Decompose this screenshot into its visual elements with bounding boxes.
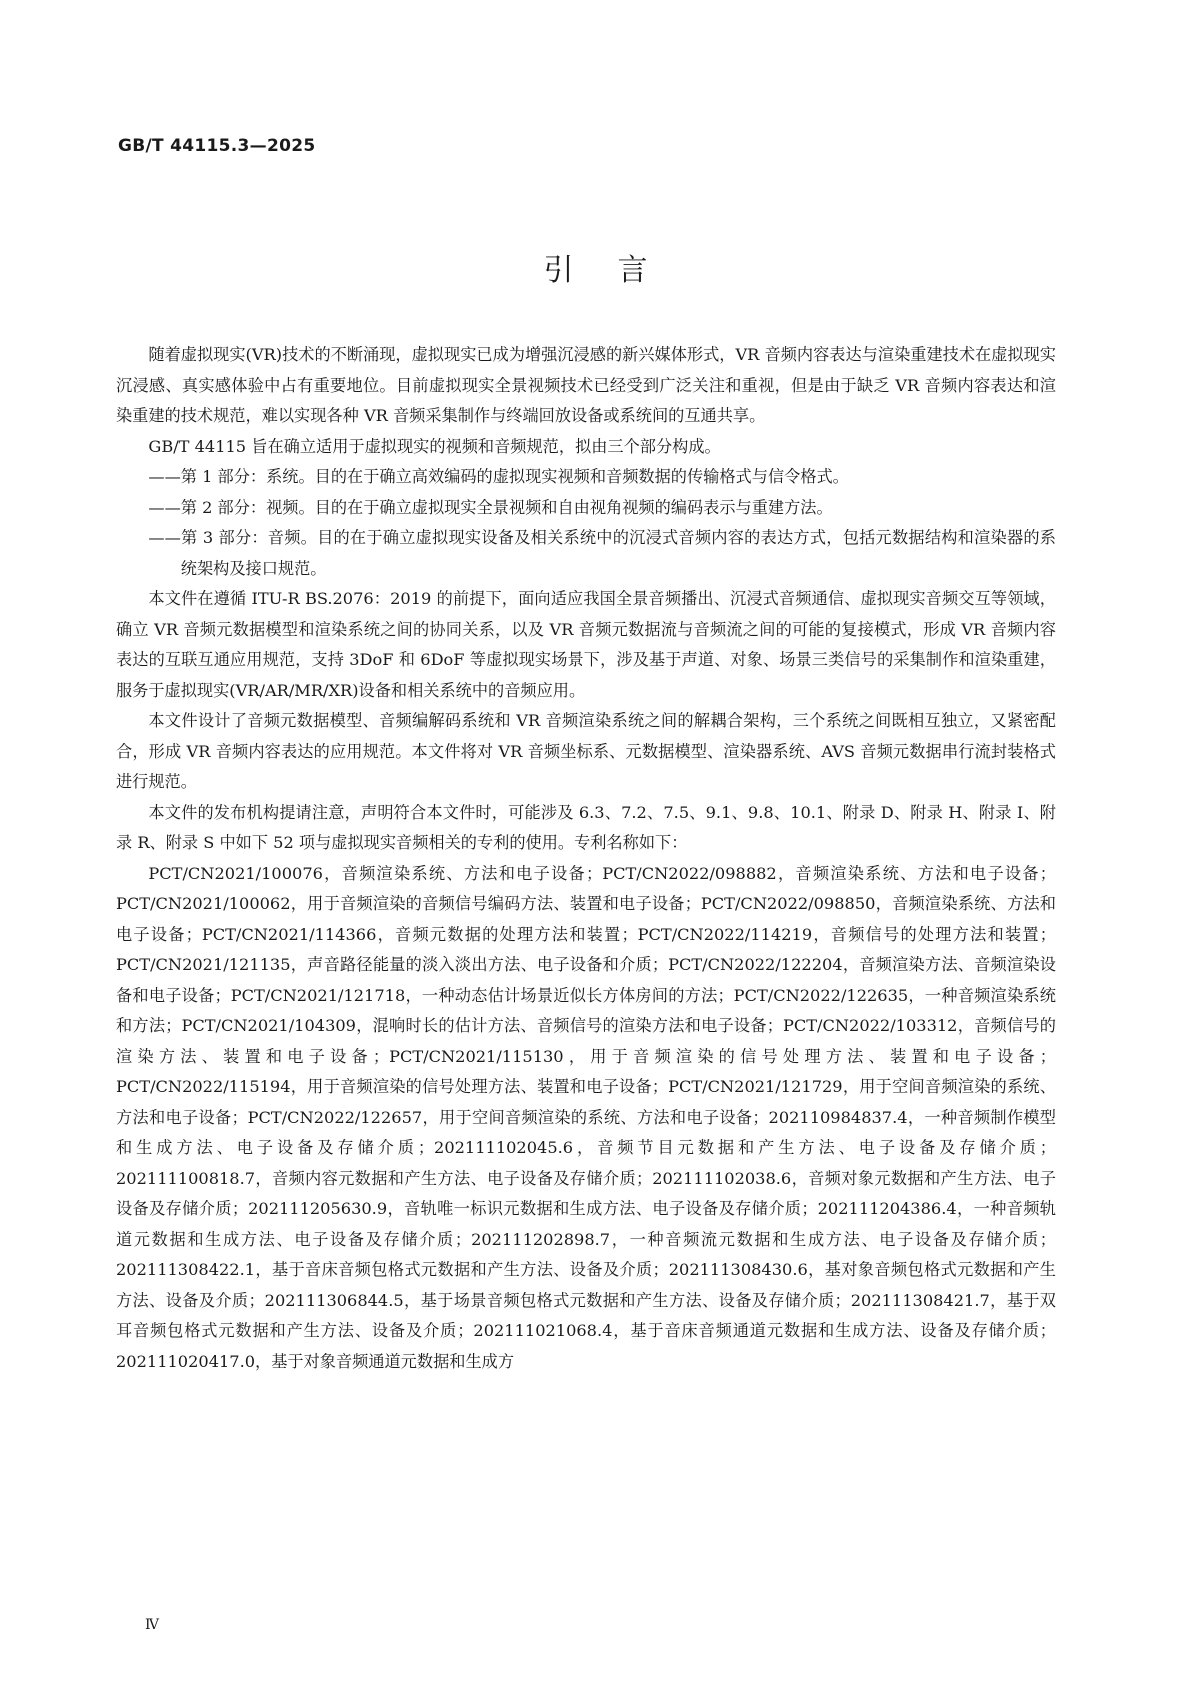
architecture-paragraph: 本文件设计了音频元数据模型、音频编解码系统和 VR 音频渲染系统之间的解耦合架构，三个系统之间既相互独立，又紧密配合，形成 VR 音频内容表达的应用规范。本文件将对 VR 音频坐标系、元数据模型、渲染器系统、AVS 音频元数据串行流封装格式进行规范。 xyxy=(116,711,1056,791)
intro-paragraph: 随着虚拟现实(VR)技术的不断涌现，虚拟现实已成为增强沉浸感的新兴媒体形式，VR 音频内容表达与渲染重建技术在虚拟现实沉浸感、真实感体验中占有重要地位。目前虚拟现实全景视频技术已经受到广泛关注和重视，但是由于缺乏 VR 音频内容表达和渲染重建的技术规范，难以实现各种 VR 音频采集制作与终端回放设备或系统间的互通共享。 xyxy=(116,345,1056,425)
patent-notice-paragraph: 本文件的发布机构提请注意，声明符合本文件时，可能涉及 6.3、7.2、7.5、9.1、9.8、10.1、附录 D、附录 H、附录 I、附录 R、附录 S 中如下 52 项与虚拟现实音频相关的专利的使用。专利名称如下： xyxy=(116,802,1056,852)
patent-list-paragraph: PCT/CN2021/100076，音频渲染系统、方法和电子设备；PCT/CN2022/098882，音频渲染系统、方法和电子设备；PCT/CN2021/100062，用于音频渲染的音频信号编码方法、装置和电子设备；PCT/CN2022/098850，音频渲染系统、方法和电子设备；PCT/CN2021/114366，音频元数据的处理方法和装置；PCT/CN2022/114219，音频信号的处理方法和装置；PCT/CN2021/121135，声音路径能量的淡入淡出方法、电子设备和介质；PCT/CN2022/122204，音频渲染方法、音频渲染设备和电子设备；PCT/CN2021/121718，一种动态估计场景近似长方体房间的方法；PCT/CN2022/122635，一种音频渲染系统和方法；PCT/CN2021/104309，混响时长的估计方法、音频信号的渲染方法和电子设备；PCT/CN2022/103312，音频信号的渲染方法、装置和电子设备；PCT/CN2021/115130，用于音频渲染的信号处理方法、装置和电子设备；PCT/CN2022/115194，用于音频渲染的信号处理方法、装置和电子设备；PCT/CN2021/121729，用于空间音频渲染的系统、方法和电子设备；PCT/CN2022/122657，用于空间音频渲染的系统、方法和电子设备；202110984837.4，一种音频制作模型和生成方法、电子设备及存储介质；202111102045.6，音频节目元数据和产生方法、电子设备及存储介质；202111100818.7，音频内容元数据和产生方法、电子设备及存储介质；202111102038.6，音频对象元数据和产生方法、电子设备及存储介质；202111205630.9，音轨唯一标识元数据和生成方法、电子设备及存储介质；202111204386.4，一种音频轨道元数据和生成方法、电子设备及存储介质；202111202898.7，一种音频流元数据和生成方法、电子设备及存储介质；202111308422.1，基于音床音频包格式元数据和产生方法、设备及介质；202111308430.6，基对象音频包格式元数据和产生方法、设备及介质；202111306844.5，基于场景音频包格式元数据和产生方法、设备及存储介质；202111308421.7，基于双耳音频包格式元数据和产生方法、设备及介质；202111021068.4，基于音床音频通道元数据和生成方法、设备及存储介质；202111020417.0，基于对象音频通道元数据和生成方 xyxy=(116,863,1056,1371)
intro-paragraph: GB/T 44115 旨在确立适用于虚拟现实的视频和音频规范，拟由三个部分构成。 xyxy=(148,436,721,456)
scope-paragraph: 本文件在遵循 ITU-R BS.2076：2019 的前提下，面向适应我国全景音频播出、沉浸式音频通信、虚拟现实音频交互等领域，确立 VR 音频元数据模型和渲染系统之间的协同关系，以及 VR 音频元数据流与音频流之间的可能的复接模式，形成 VR 音频内容表达的互联互通应用规范，支持 3DoF 和 6DoF 等虚拟现实场景下，涉及基于声道、对象、场景三类信号的采集制作和渲染重建，服务于虚拟现实(VR/AR/MR/XR)设备和相关系统中的音频应用。 xyxy=(116,589,1056,700)
page-title: 引言 xyxy=(543,253,692,288)
part-list-item: ——第 3 部分：音频。目的在于确立虚拟现实设备及相关系统中的沉浸式音频内容的表达方式，包括元数据结构和渲染器的系统架构及接口规范。 xyxy=(148,528,1056,578)
document-body xyxy=(116,340,1056,1377)
part-list-item: ——第 2 部分：视频。目的在于确立虚拟现实全景视频和自由视角视频的编码表示与重建方法。 xyxy=(148,497,833,517)
standard-number: GB/T 44115.3—2025 xyxy=(118,136,316,156)
page-number: Ⅳ xyxy=(145,1617,159,1633)
part-list-item: ——第 1 部分：系统。目的在于确立高效编码的虚拟现实视频和音频数据的传输格式与信令格式。 xyxy=(148,467,849,486)
